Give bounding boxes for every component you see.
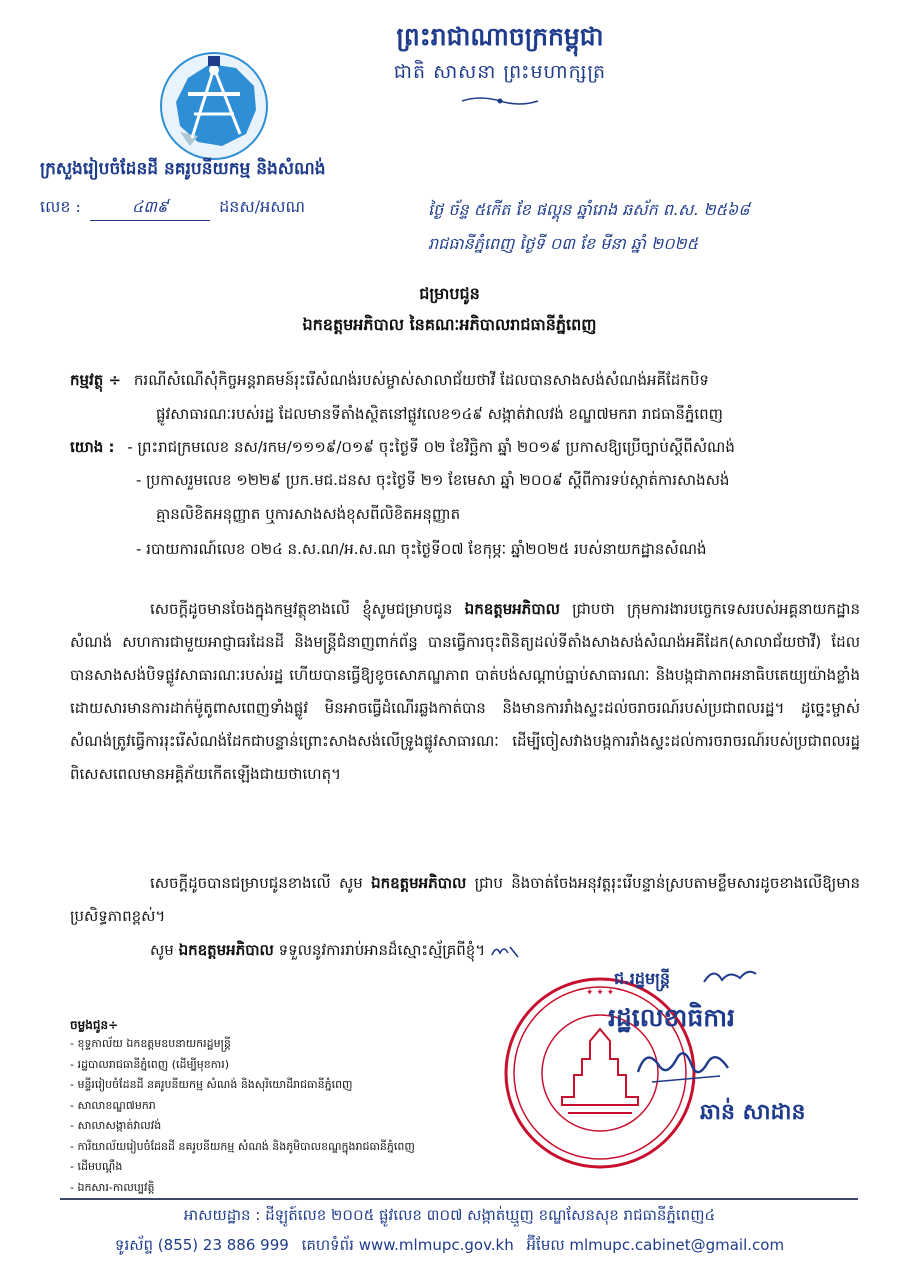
recipient-heading: ជម្រាបជូន <box>419 284 480 303</box>
p1-intro: សេចក្តីដូចមានចែងក្នុងកម្មវត្ថុខាងលើ ខ្ញុំសូមជម្រាបជូន <box>150 600 465 618</box>
p1-text: ជ្រាបថា ក្រុមការងារបច្ចេកទេសរបស់អគ្គនាយកដ្ឋានសំណង់ សហការជាមួយអាជ្ញាធរដែនដី និងមន្ត្រីជំនាញពាក់ព័ន្ធ បានធ្វើការចុះពិនិត្យដល់ទីតាំងសាងសង់សំណង់អគីដែក(សាលាជ័យថាវី) ដែលបានសាងសង់បិទផ្លូវសាធារណៈរបស់រដ្ឋ ហើយបានធ្វើឱ្យខូចសោភណ្ឌភាព បាត់បង់សណ្តាប់ធ្នាប់សាធារណៈ និងបង្កជាភាពអនាធិបតេយ្យយ៉ាងខ្លាំង ដោយសារមានការដាក់ម៉ូតូពាសពេញទាំងផ្លូវ មិនអាចធ្វើដំណើរឆ្លងកាត់បាន និងមានការរាំងស្ទះដល់ចរាចរណ៍របស់ប្រជាពលរដ្ឋ។ ដូច្នេះម្ចាស់សំណង់ត្រូវធ្វើការរុះរើសំណង់ដែកជាបន្ទាន់ព្រោះសាងសង់លើទ្រូងផ្លូវសាធារណៈ ដើម្បីចៀសវាងបង្កការរាំងស្ទះដល់ការចរាចរណ៍របស់ប្រជាពលរដ្ឋពិសេសពេលមានអគ្គិភ័យកើតឡើងជាយថាហេតុ។ <box>70 600 860 783</box>
national-motto: ជាតិ សាសនា ព្រះមហាក្សត្រ <box>393 61 607 83</box>
subject-label: កម្មវត្ថុ ÷ <box>70 371 122 389</box>
svg-text:✦ ✦ ✦: ✦ ✦ ✦ <box>585 988 615 998</box>
reference-line-1 <box>70 433 735 461</box>
signature-position: រដ្ឋលេខាធិការ <box>608 1003 735 1032</box>
p3-text: ទទួលនូវការរាប់អានដ៏ស្មោះស្ម័គ្រពីខ្ញុំ។ <box>273 941 486 959</box>
signatory-name: ឆាន់ សាដាន <box>700 1099 806 1125</box>
p2-text: ជ្រាប និងចាត់ចែងអនុវត្តរុះរើបន្ទាន់ស្របតាមខ្លឹមសារដូចខាងលើឱ្យមានប្រសិទ្ធភាពខ្ពស់។ <box>70 874 860 925</box>
copies-list <box>70 1034 415 1198</box>
ref-suffix: ដនស/អសណ <box>219 197 305 216</box>
gregorian-date: រាជធានីភ្នំពេញ ថ្ងៃទី ០៣ ខែ មីនា ឆ្នាំ ២០២៥ <box>428 234 698 253</box>
copy-item: - ការិយាល័យរៀបចំដែនដី នគរូបនីយកម្ម សំណង់ និងភូមិបាលខណ្ឌក្នុងរាជធានីភ្នំពេញ <box>70 1139 415 1153</box>
copy-item: - រដ្ឋបាលរាជធានីភ្នំពេញ (ដើម្បីមុខការ) <box>70 1057 229 1071</box>
phone-number: (855) 23 886 999 <box>157 1236 289 1254</box>
p3-intro: សូម <box>150 941 179 959</box>
copy-item: - សាលាសង្កាត់វាលវង់ <box>70 1119 162 1132</box>
p2-intro: សេចក្តីដូចបានជម្រាបជូនខាងលើ សូម <box>150 874 372 892</box>
p2-addressee: ឯកឧត្តមអភិបាល <box>371 874 467 892</box>
reference-item-2-cont: គ្មានលិខិតអនុញ្ញាត ឬការសាងសង់ខុសពីលិខិតអនុញ្ញាត <box>156 505 461 523</box>
ministry-logo-icon <box>158 50 270 162</box>
body-paragraph-2 <box>70 867 860 933</box>
reference-item-3: - របាយការណ៍លេខ ០២៤ ន.ស.ណ/អ.ស.ណ ចុះថ្ងៃទី០៧ ខែកុម្ភៈ ឆ្នាំ២០២៥ របស់នាយកដ្ឋានសំណង់ <box>136 540 707 558</box>
phone-label: ទូរស័ព្ទ <box>114 1236 154 1254</box>
p3-addressee: ឯកឧត្តមអភិបាល <box>178 941 274 959</box>
kingdom-title: ព្រះរាជាណាចក្រកម្ពុជា <box>396 22 604 51</box>
website-label: គេហទំព័រ <box>301 1236 354 1254</box>
copies-title: ចម្លងជូន÷ <box>70 1018 119 1032</box>
copy-item: - ឯកសារ-កាលប្បវត្តិ <box>70 1180 155 1194</box>
subject-text-2: ផ្លូវសាធារណៈរបស់រដ្ឋ ដែលមានទីតាំងស្ថិតនៅផ្លូវលេខ១៤៩ សង្កាត់វាលវង់ ខណ្ឌ៧មករា រាជធានីភ្នំពេញ <box>156 405 723 423</box>
copy-item: - ដើមបណ្ដឹង <box>70 1160 123 1173</box>
copy-item: - សាលាខណ្ឌ៧មករា <box>70 1098 156 1112</box>
copy-item: - មន្ទីររៀបចំដែនដី នគរូបនីយកម្ម សំណង់ និងសុរិយោដីរាជធានីភ្នំពេញ <box>70 1078 353 1091</box>
body-paragraph-1 <box>70 593 860 791</box>
ref-label: លេខ : <box>40 197 81 216</box>
reference-label: យោង : <box>70 438 115 456</box>
motto-ornament <box>460 95 540 107</box>
email-label: អ៊ីមែល <box>526 1236 565 1254</box>
lunar-date: ថ្ងៃ ច័ន្ទ ៥កើត ខែ ផល្គុន ឆ្នាំរោង ឆស័ក ព.ស. ២៥៦៨ <box>428 200 750 219</box>
signature-on-behalf: ជ.រដ្ឋមន្ត្រី <box>614 969 671 988</box>
subject-text-1: ករណីសំណើសុំកិច្ចអន្តរាគមន៍រុះរើសំណង់របស់ម្ចាស់សាលាជ័យថាវី ដែលបានសាងសង់សំណង់អគីដែកបិទ <box>133 371 709 389</box>
handwritten-signature-icon <box>632 1038 732 1090</box>
ministry-name: ក្រសួងរៀបចំដែនដី នគរូបនីយកម្ម និងសំណង់ <box>40 159 326 179</box>
ref-number-handwritten: ៤៣៩ <box>90 196 210 221</box>
footer-contacts <box>0 1236 899 1258</box>
reference-number <box>40 196 305 221</box>
handwritten-mark-icon <box>700 962 760 990</box>
copy-item: - ខុទ្ទកាល័យ ឯកឧត្តមឧបនាយករដ្ឋមន្ត្រី <box>70 1037 231 1050</box>
footer-divider <box>60 1198 858 1200</box>
email-link[interactable]: mlmupc.cabinet@gmail.com <box>569 1236 785 1254</box>
initials-mark <box>490 943 520 959</box>
recipient-title: ឯកឧត្តមអភិបាល នៃគណៈអភិបាលរាជធានីភ្នំពេញ <box>302 315 597 334</box>
reference-item-2: - ប្រកាសរួមលេខ ១២២៩ ប្រក.មជ.ដនស ចុះថ្ងៃទី ២១ ខែមេសា ឆ្នាំ ២០០៩ ស្តីពីការទប់ស្កាត់ការសាងសង់ <box>136 471 730 489</box>
footer-address: អាសយដ្ឋាន : ដីឡូត៍លេខ ២០០៥ ផ្លូវលេខ ៣០៧ សង្កាត់ឃ្មួញ ខណ្ឌសែនសុខ រាជធានីភ្នំពេញ៤ <box>183 1206 716 1224</box>
website-link[interactable]: www.mlmupc.gov.kh <box>358 1236 514 1254</box>
subject-line-1 <box>70 366 709 394</box>
p1-addressee: ឯកឧត្តមអភិបាល <box>464 600 560 618</box>
reference-item-1: - ព្រះរាជក្រមលេខ នស/រកម/១១១៩/០១៩ ចុះថ្ងៃទី ០២ ខែវិច្ឆិកា ឆ្នាំ ២០១៩ ប្រកាសឱ្យប្រើច្បាប់ស្តីពីសំណង់ <box>127 438 735 456</box>
closing-line <box>150 936 520 964</box>
